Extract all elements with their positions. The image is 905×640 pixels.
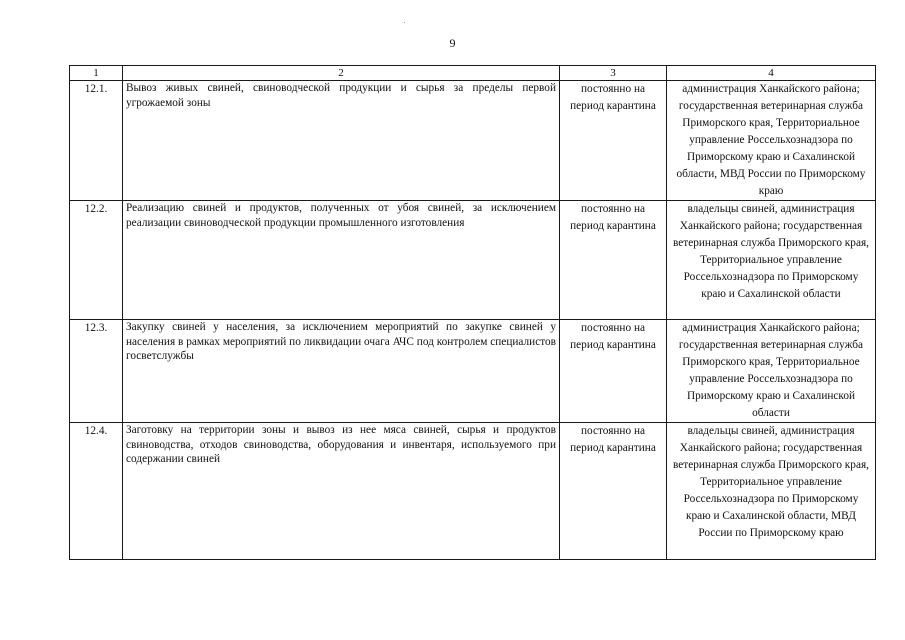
measure-text: Вывоз живых свиней, свиноводческой продукции и сырья за пределы первой угрожаемой зоны — [123, 81, 560, 201]
column-header-1: 1 — [70, 66, 123, 81]
table-row — [70, 320, 876, 423]
deadline-text: постоянно на период карантина — [560, 423, 667, 560]
scan-speck — [404, 22, 405, 23]
responsible-text: администрация Ханкайского района; государственная ветеринарная служба Приморского края, Территориальное управление Россельхознадзора по Приморскому краю и Сахалинской области — [667, 320, 876, 423]
column-header-4: 4 — [667, 66, 876, 81]
table-row — [70, 81, 876, 201]
deadline-text: постоянно на период карантина — [560, 320, 667, 423]
measure-text: Заготовку на территории зоны и вывоз из нее мяса свиней, сырья и продуктов свиноводства, отходов свиноводства, оборудования и инвентаря, используемого при содержании свиней — [123, 423, 560, 560]
table-header-row — [70, 66, 876, 81]
deadline-text: постоянно на период карантина — [560, 81, 667, 201]
measure-text: Закупку свиней у населения, за исключением мероприятий по закупке свиней у населения в рамках мероприятий по ликвидации очага АЧС под контролем специалистов госветслужбы — [123, 320, 560, 423]
table-row — [70, 423, 876, 560]
row-number: 12.3. — [70, 320, 123, 423]
row-number: 12.2. — [70, 201, 123, 320]
table-row — [70, 201, 876, 320]
deadline-text: постоянно на период карантина — [560, 201, 667, 320]
responsible-text: владельцы свиней, администрация Ханкайского района; государственная ветеринарная служба Приморского края, Территориальное управление Россельхознадзора по Приморскому краю и Сахалинской области — [667, 201, 876, 320]
column-header-2: 2 — [123, 66, 560, 81]
row-number: 12.4. — [70, 423, 123, 560]
row-number: 12.1. — [70, 81, 123, 201]
responsible-text: владельцы свиней, администрация Ханкайского района; государственная ветеринарная служба Приморского края, Территориальное управление Россельхознадзора по Приморскому краю и Сахалинской области, МВД России по Приморскому краю — [667, 423, 876, 560]
measures-table — [69, 65, 876, 560]
measure-text: Реализацию свиней и продуктов, полученных от убоя свиней, за исключением реализации свиноводческой продукции промышленного изготовления — [123, 201, 560, 320]
column-header-3: 3 — [560, 66, 667, 81]
responsible-text: администрация Ханкайского района; государственная ветеринарная служба Приморского края, Территориальное управление Россельхознадзора по Приморскому краю и Сахалинской области, МВД России по Приморскому краю — [667, 81, 876, 201]
page-number: 9 — [449, 36, 456, 50]
